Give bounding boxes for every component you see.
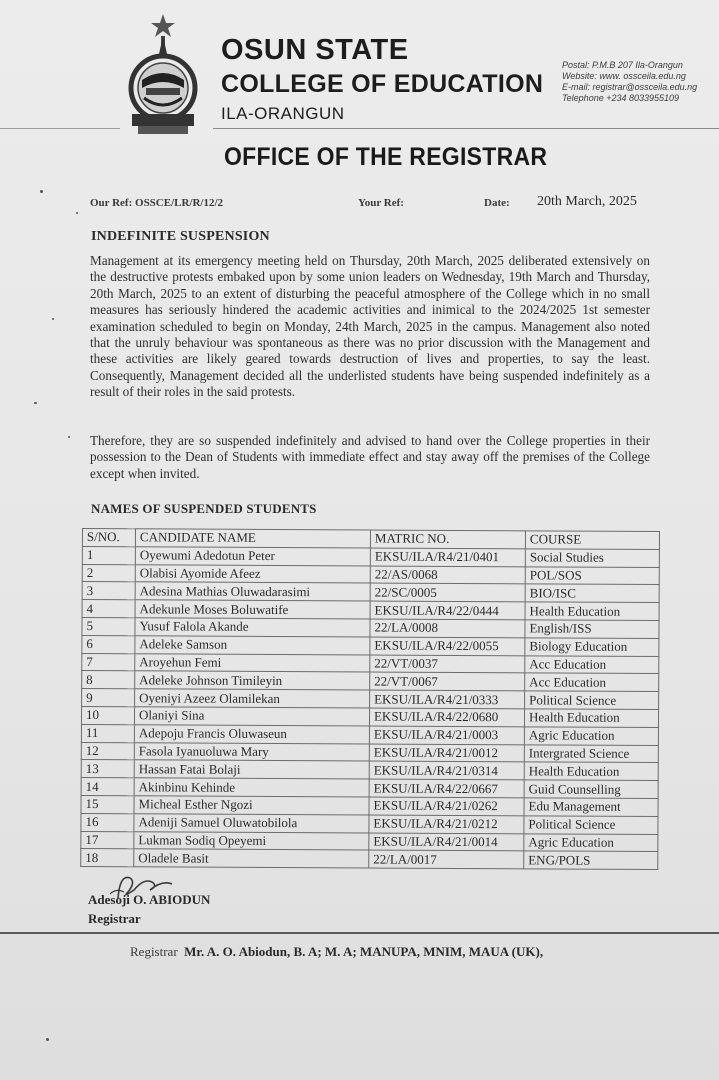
our-ref: Our Ref: OSSCE/LR/R/12/2 — [90, 197, 224, 209]
cell-course: ENG/POLS — [524, 851, 658, 869]
institution-name: OSUN STATE — [221, 34, 409, 66]
scan-speck — [68, 436, 70, 438]
cell-matric: EKSU/ILA/R4/22/0444 — [370, 601, 525, 620]
cell-course: Health Education — [524, 762, 658, 780]
table-body — [81, 546, 660, 869]
cell-sno: 8 — [82, 671, 135, 689]
cell-sno: 10 — [81, 706, 134, 724]
table-heading: NAMES OF SUSPENDED STUDENTS — [91, 501, 317, 516]
cell-sno: 11 — [81, 724, 134, 742]
cell-matric: 22/AS/0068 — [370, 566, 525, 585]
subject-heading: INDEFINITE SUSPENSION — [91, 229, 270, 244]
email: E-mail: registrar@ossceila.edu.ng — [562, 82, 698, 92]
cell-course: Acc Education — [525, 655, 659, 673]
cell-course: Agric Education — [524, 833, 658, 851]
header-rule — [213, 128, 719, 129]
cell-name: Oyeniyi Azeez Olamilekan — [135, 689, 370, 708]
cell-matric: 22/LA/0008 — [370, 619, 525, 638]
college-name: COLLEGE OF EDUCATION — [221, 70, 544, 98]
cell-course: Political Science — [525, 691, 659, 709]
cell-course: Health Education — [525, 602, 659, 620]
cell-name: Hassan Fatai Bolaji — [134, 760, 369, 779]
cell-matric: EKSU/ILA/R4/21/0401 — [370, 548, 525, 567]
footer-rule — [0, 932, 719, 934]
cell-sno: 17 — [81, 831, 134, 849]
website: Website: www. ossceila.edu.ng — [562, 71, 686, 81]
cell-course: Biology Education — [525, 638, 659, 656]
cell-sno: 14 — [81, 778, 134, 796]
column-header-name: CANDIDATE NAME — [135, 529, 370, 548]
cell-matric: EKSU/ILA/R4/21/0012 — [369, 744, 524, 763]
cell-matric: EKSU/ILA/R4/21/0333 — [370, 690, 525, 709]
cell-sno: 7 — [82, 653, 135, 671]
cell-name: Adeniji Samuel Oluwatobilola — [134, 814, 369, 833]
cell-matric: EKSU/ILA/R4/21/0314 — [369, 761, 524, 780]
cell-sno: 1 — [82, 546, 135, 564]
column-header-matric: MATRIC NO. — [370, 530, 525, 549]
cell-course: Political Science — [524, 816, 658, 834]
contact-block — [562, 60, 697, 104]
cell-sno: 13 — [81, 760, 134, 778]
scan-speck — [46, 1038, 49, 1041]
cell-sno: 18 — [81, 849, 134, 867]
column-header-sno: S/NO. — [82, 529, 135, 547]
cell-name: Adeleke Samson — [135, 636, 370, 655]
cell-matric: 22/VT/0067 — [370, 672, 525, 691]
date-label: Date: — [484, 197, 510, 209]
cell-sno: 4 — [82, 600, 135, 618]
top-rule — [0, 128, 120, 129]
cell-name: Micheal Esther Ngozi — [134, 796, 369, 815]
cell-sno: 9 — [82, 689, 135, 707]
cell-name: Olaniyi Sina — [134, 707, 369, 726]
cell-name: Aroyehun Femi — [135, 653, 370, 672]
cell-name: Oladele Basit — [134, 849, 369, 868]
cell-course: Health Education — [524, 709, 658, 727]
signatory-name: Adesoji O. ABIODUN — [88, 892, 211, 907]
cell-matric: EKSU/ILA/R4/22/0667 — [369, 779, 524, 798]
cell-name: Adesina Mathias Oluwadarasimi — [135, 582, 370, 601]
suspended-students-table — [80, 528, 660, 870]
cell-course: BIO/ISC — [525, 584, 659, 602]
cell-sno: 15 — [81, 795, 134, 813]
cell-matric: EKSU/ILA/R4/22/0055 — [370, 637, 525, 656]
telephone: Telephone +234 8033955109 — [562, 93, 680, 103]
cell-name: Yusuf Falola Akande — [135, 618, 370, 637]
paragraph-1: Management at its emergency meeting held on Thursday, 20th March, 2025 deliberated extensively on the destructive protests embaked upon by some union leaders on Wednesday, 19th March and Thursday, 20th March, 2025 to an extent of disturbing the peaceful atmosphere of the College which in no small measures has seriously hindered the academic activities and inimical to the 2024/2025 1st semester examination scheduled to begin on Monday, 24th March, 2025 in the campus. Management also noted that the unruly behaviour was spontaneous as there was no prior discussion with the Management and these activities are likely geared towards destruction of lives and properties, to say the least. Consequently, Management decided all the underlisted students have being suspended indefinitely as a result of their roles in the said protests. — [90, 253, 650, 400]
cell-name: Adeleke Johnson Timileyin — [135, 671, 370, 690]
scan-speck — [76, 212, 78, 214]
column-header-course: COURSE — [525, 531, 659, 549]
cell-matric: EKSU/ILA/R4/21/0212 — [369, 815, 524, 834]
cell-course: English/ISS — [525, 620, 659, 638]
cell-matric: 22/VT/0037 — [370, 655, 525, 674]
scan-speck — [52, 318, 54, 320]
cell-matric: 22/SC/0005 — [370, 583, 525, 602]
footer-credentials: Mr. A. O. Abiodun, B. A; M. A; MANUPA, MNIM, MAUA (UK), — [184, 944, 544, 959]
cell-name: Fasola Iyanuoluwa Mary — [134, 742, 369, 761]
cell-sno: 12 — [81, 742, 134, 760]
scan-speck — [40, 190, 43, 193]
cell-course: Agric Education — [524, 727, 658, 745]
cell-name: Oyewumi Adedotun Peter — [135, 547, 370, 566]
cell-sno: 2 — [82, 564, 135, 582]
cell-matric: EKSU/ILA/R4/21/0014 — [369, 833, 524, 852]
cell-course: Acc Education — [525, 673, 659, 691]
college-town: ILA-ORANGUN — [221, 104, 345, 123]
signatory-title: Registrar — [88, 911, 141, 926]
cell-matric: EKSU/ILA/R4/21/0003 — [369, 726, 524, 745]
cell-course: Social Studies — [525, 549, 659, 567]
your-ref: Your Ref: — [358, 197, 404, 209]
scan-speck — [34, 402, 37, 404]
cell-course: Intergrated Science — [524, 744, 658, 762]
letter-date: 20th March, 2025 — [537, 194, 637, 209]
office-title: OFFICE OF THE REGISTRAR — [224, 143, 548, 171]
cell-matric: 22/LA/0017 — [369, 850, 524, 869]
cell-sno: 5 — [82, 617, 135, 635]
cell-name: Adekunle Moses Boluwatife — [135, 600, 370, 619]
college-crest-logo — [126, 14, 200, 138]
footer-text — [130, 944, 543, 960]
cell-name: Olabisi Ayomide Afeez — [135, 564, 370, 583]
postal-address: Postal: P.M.B 207 Ila-Orangun — [562, 60, 683, 70]
cell-course: Edu Management — [524, 798, 658, 816]
footer-label: Registrar — [130, 944, 178, 959]
cell-name: Akinbinu Kehinde — [134, 778, 369, 797]
cell-name: Lukman Sodiq Opeyemi — [134, 831, 369, 850]
cell-course: Guid Counselling — [524, 780, 658, 798]
student-row — [81, 849, 658, 870]
cell-name: Adepoju Francis Oluwaseun — [134, 725, 369, 744]
paragraph-2: Therefore, they are so suspended indefinitely and advised to hand over the College properties in their possession to the Dean of Students with immediate effect and stay away off the premises of the College except when invited. — [90, 433, 650, 481]
cell-matric: EKSU/ILA/R4/22/0680 — [369, 708, 524, 727]
cell-matric: EKSU/ILA/R4/21/0262 — [369, 797, 524, 816]
cell-sno: 3 — [82, 582, 135, 600]
cell-course: POL/SOS — [525, 566, 659, 584]
cell-sno: 16 — [81, 813, 134, 831]
cell-sno: 6 — [82, 635, 135, 653]
